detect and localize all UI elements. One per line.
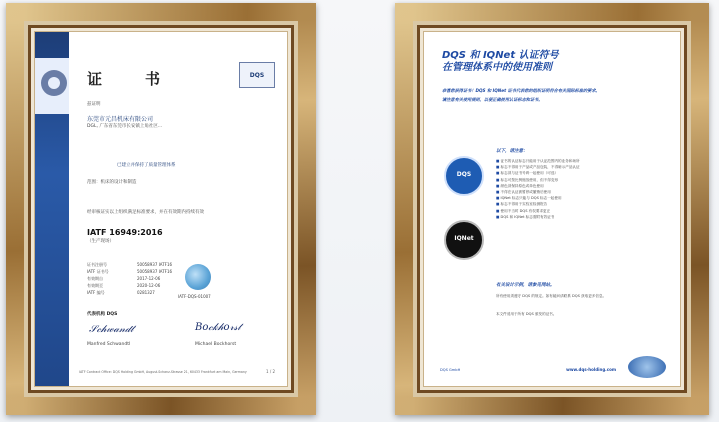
field-row: 有效期自 2017-12-06 [87, 276, 161, 281]
list-item: ■ 使用不当时 DQS 有权要求更正 [496, 208, 672, 214]
dqs-corner-logo: DQS [239, 62, 275, 88]
document-mat [423, 31, 681, 387]
recipient-label: 兹证明 [87, 102, 101, 107]
section-heading: 以下，请注意： [496, 149, 528, 154]
certificate-paper [35, 32, 287, 386]
globe-badge-icon [628, 356, 666, 378]
field-row: 证书注册号 50058937 IATF16 [87, 262, 173, 267]
document-paper [424, 32, 680, 386]
document-title: DQS 和 IQNet 认证符号 在管理体系中的使用准则 [442, 50, 559, 73]
footer-company: DQS GmbH [440, 368, 461, 372]
signatory-right: Michael Bockhorst [195, 342, 237, 347]
signature-left: 𝒮𝒸𝒽𝓌𝒶𝓃𝒹𝓉 [89, 324, 134, 335]
certificate-frame-right [395, 3, 709, 415]
signature-right: 𝐵𝑜𝒸𝓀𝒽𝑜𝓇𝓈𝓉 [195, 322, 241, 333]
certificate-title: 证 书 [87, 70, 175, 88]
field-row: IATF 证书号 50058937 IATF16 [87, 269, 173, 274]
paragraph: 本文件适用于所有 DQS 颁发的证书。 [496, 312, 557, 316]
list-item: ■ 标志须与证书号码一起使用（可选） [496, 170, 672, 176]
list-item: ■ 颜色须保持原色或单色使用 [496, 183, 672, 189]
list-item: ■ 证书的认证标志只能用于认证范围内的业务和场所 [496, 158, 672, 164]
list-item: ■ 标志不得用于产品或产品包装，不得暗示产品认证 [496, 164, 672, 170]
certificate-footer: IATF Contract Office: DQS Holding GmbH, August-Schanz-Strasse 21, 60433 Frankfurt am Main, Germany [79, 370, 247, 374]
list-item: ■ 不得在认证被暂停或撤销后使用 [496, 189, 672, 195]
field-row: 有效期至 2020-12-06 [87, 283, 161, 288]
page-number: 1 / 2 [266, 369, 275, 374]
list-item: ■ DQS 和 IQNet 标志需附有效证书 [496, 214, 672, 220]
issuer-label: 代表机构 DQS [87, 312, 118, 317]
field-row: IATF 编号 0281327 [87, 290, 155, 295]
audit-note: 经审核证实以上组织满足标准要求，并在有效期内持续有效 [87, 210, 204, 215]
signatory-left: Manfred Schwandtl [87, 342, 131, 347]
standard-name: IATF 16949:2016 [87, 228, 163, 237]
list-item: ■ 标志不得用于实验室检测报告 [496, 201, 672, 207]
company-address: DGL, 广东省东莞市长安镇上角社区... [87, 124, 163, 129]
list-item: ■ IQNet 标志只能与 DQS 标志一起使用 [496, 195, 672, 201]
globe-label: IATF-DQS-01007 [178, 294, 211, 299]
globe-icon [185, 264, 211, 290]
footer-url: www.dqs-holding.com [566, 367, 616, 372]
dqs-certified-logo-icon: DQS [444, 156, 484, 196]
company-name: 东莞市元昌机床有限公司 [87, 116, 154, 123]
document-intro: 恭喜您获得证书！DQS 和 IQNet 证书代表您的组织证明符合有关国际标准的要求。 请注意有关使用规则，以便正确使用认证标志和证书。 [442, 88, 600, 102]
paragraph: 所有使用须遵守 DQS 的规定。如有疑问请联系 DQS 获取更多信息。 [496, 294, 607, 298]
dqs-seal-icon [41, 70, 67, 96]
iqnet-certified-logo-icon: IQNet [444, 220, 484, 260]
scope-label: 范围：机床的设计和制造 [87, 180, 137, 185]
qms-line: 已建立并保持了质量管理体系 [117, 163, 176, 168]
standard-subtitle: （生产现场） [87, 239, 114, 244]
rules-list [496, 158, 672, 220]
section-heading: 有关设计示例，请参见网站。 [496, 283, 555, 288]
list-item: ■ 标志可按比例缩放使用，但不得变形 [496, 177, 672, 183]
certificate-frame-left [6, 3, 316, 415]
certificate-mat [34, 31, 288, 387]
